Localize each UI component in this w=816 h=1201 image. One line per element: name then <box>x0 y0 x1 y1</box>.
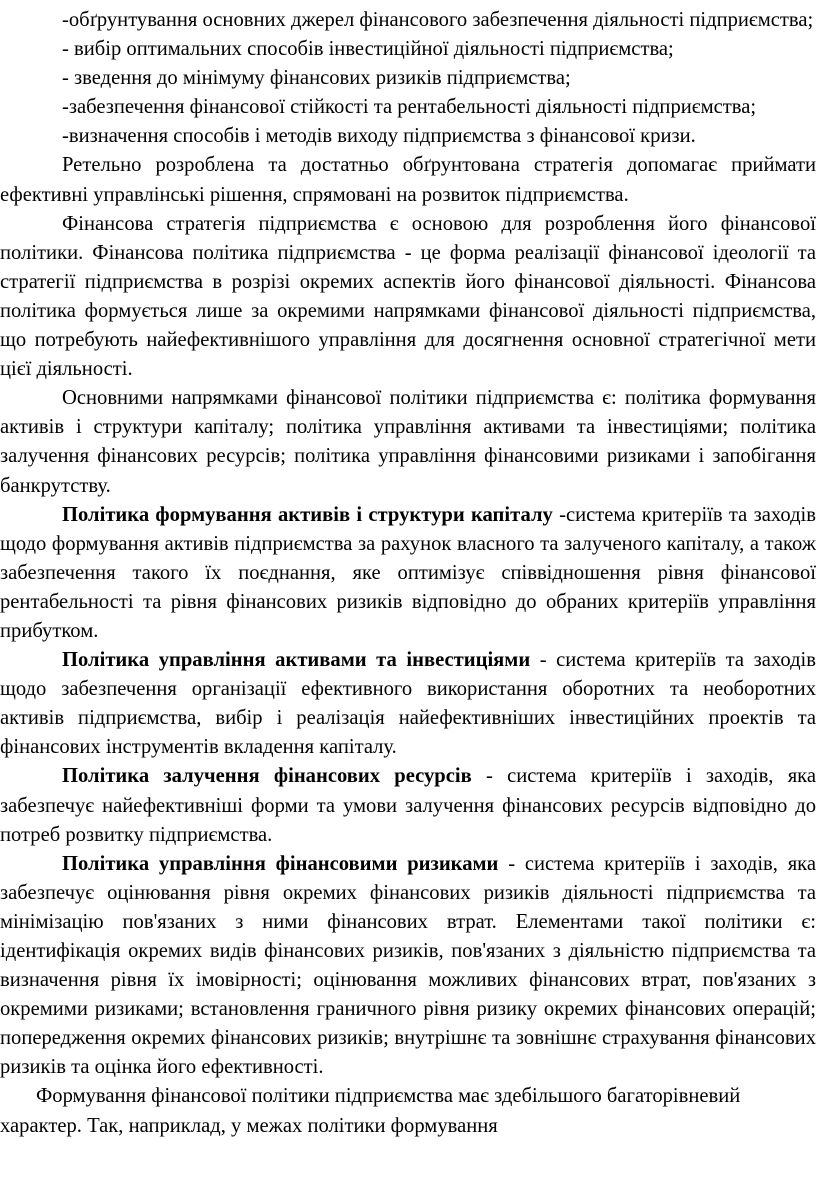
term-heading: Політика управління фінансовими ризиками <box>62 852 499 875</box>
body-paragraph <box>0 1082 816 1140</box>
list-item <box>0 122 816 151</box>
paragraph-text: Ретельно розроблена та достатньо обґрунтована стратегія допомагає приймати ефективні управлінські рішення, спрямовані на розвиток підприємства. <box>0 154 816 206</box>
term-heading: Політика формування активів і структури капіталу <box>62 503 553 526</box>
paragraph-text: - вибір оптимальних способів інвестиційної діяльності підприємства; <box>62 38 674 61</box>
definition-paragraph <box>0 850 816 1083</box>
definition-text: -система критеріїв та заходів щодо формування активів підприємства за рахунок власного та залученого капіталу, а також забезпечення такого їх поєднання, яке оптимізує співвідношення рівня фінансової рентабельності та рівня фінансових ризиків відповідно до обраних критеріїв управління прибутком. <box>0 503 816 642</box>
term-heading: Політика управління активами та інвестиціями <box>62 649 531 672</box>
list-item <box>0 64 816 93</box>
definition-paragraph <box>0 762 816 849</box>
definition-text: - система критеріїв і заходів, яка забезпечує найефективніші форми та умови залучення фінансових ресурсів відповідно до потреб розвитку підприємства. <box>0 765 816 846</box>
paragraph-text: Фінансова стратегія підприємства є основою для розроблення його фінансової політики. Фінансова політика підприємства - це форма реалізації фінансової ідеології та стратегії підприємства в розрізі окремих аспектів його фінансової діяльності. Фінансова політика формується лише за окремими напрямками фінансової діяльності підприємства, що потребують найефективнішого управління для досягнення основної стратегічної мети цієї діяльності. <box>0 212 816 381</box>
body-paragraph <box>0 151 816 209</box>
paragraph-text: -визначення способів і методів виходу підприємства з фінансової кризи. <box>62 125 696 148</box>
definition-paragraph <box>0 501 816 646</box>
paragraph-text: -забезпечення фінансової стійкості та рентабельності діяльності підприємства; <box>62 96 757 119</box>
paragraph-text: - зведення до мінімуму фінансових ризиків підприємства; <box>62 67 571 90</box>
definition-text: - система критеріїв та заходів щодо забезпечення організації ефективного використання оборотних та необоротних активів підприємства, вибір і реалізація найефективніших інвестиційних проектів та фінансових інструментів вкладення капіталу. <box>0 649 816 759</box>
list-item <box>0 35 816 64</box>
list-item <box>0 93 816 122</box>
definition-paragraph <box>0 646 816 762</box>
body-paragraph <box>0 210 816 385</box>
paragraph-text: Основними напрямками фінансової політики підприємства є: політика формування активів і структури капіталу; політика управління активами та інвестиціями; політика залучення фінансових ресурсів; політика управління фінансовими ризиками і запобігання банкрутству. <box>0 387 816 497</box>
paragraph-text: -обґрунтування основних джерел фінансового забезпечення діяльності підприємства; <box>62 9 814 31</box>
paragraph-text: Формування фінансової політики підприємства має здебільшого багаторівневий характер. Так, наприклад, у межах політики формування <box>0 1085 741 1137</box>
definition-text: - система критеріїв і заходів, яка забезпечує оцінювання рівня окремих фінансових ризиків діяльності підприємства та мінімізацію пов'язаних з ними фінансових втрат. Елементами такої політики є: ідентифікація окремих видів фінансових ризиків, пов'язаних з діяльністю підприємства та визначення рівня їх імовірності; оцінювання можливих фінансових втрат, пов'язаних з окремими ризиками; встановлення граничного рівня ризику окремих фінансових операцій; попередження окремих фінансових ризиків; внутрішнє та зовнішнє страхування фінансових ризиків та оцінка його ефективності. <box>0 852 816 1079</box>
body-paragraph <box>0 384 816 500</box>
list-item <box>0 6 816 35</box>
term-heading: Політика залучення фінансових ресурсів <box>62 765 472 788</box>
